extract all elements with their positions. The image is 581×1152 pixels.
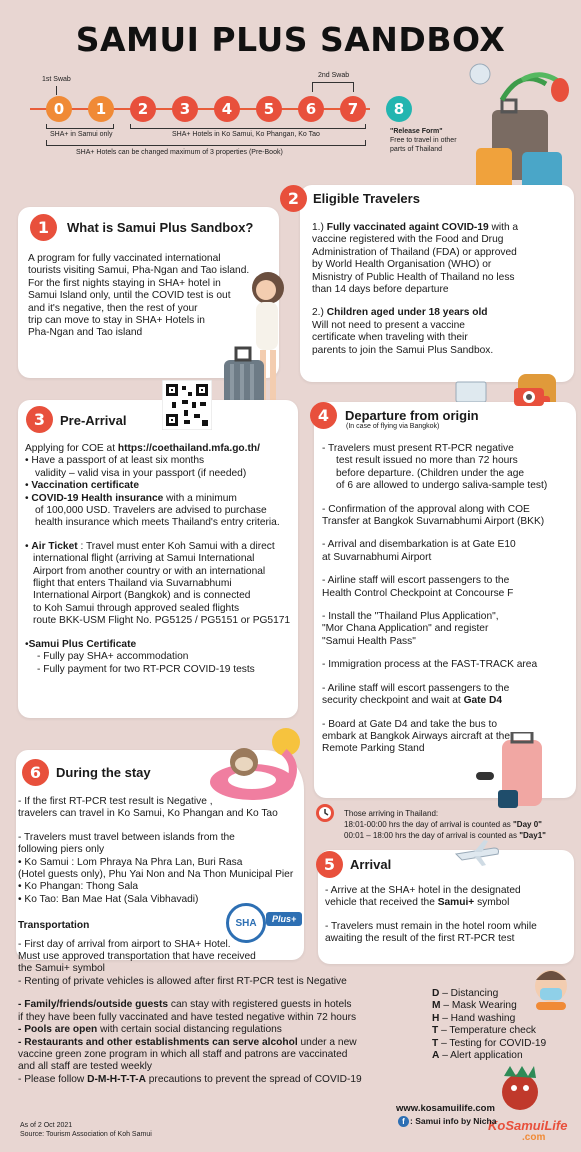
timeline-node-3: 3	[172, 96, 198, 122]
section-1-number: 1	[30, 214, 57, 241]
section-4-number: 4	[310, 402, 337, 429]
section-2-number: 2	[280, 185, 307, 212]
section-5-heading: Arrival	[350, 857, 392, 872]
samui-only-bracket	[46, 124, 114, 129]
section-2-heading: Eligible Travelers	[313, 191, 420, 206]
footer-date: As of 2 Oct 2021	[20, 1122, 73, 1129]
luggage-illustration	[462, 60, 578, 200]
change-note: SHA+ Hotels can be changed maximum of 3 properties (Pre-Book)	[76, 149, 283, 156]
section-2-body: 1.) Fully vaccinated againt COVID-19 with a vaccine registered with the Food and Drug Administration of Thailand (FDA) or approved by World Health Organisation (WHO) or Misnistry of Public Health of Thailand no less than 14 days before departure 2.) Children aged under 18 years old Will not need to present a vaccine certificate when traveling with their parents to join the Samui Plus Sandbox.	[312, 222, 519, 356]
section-4-body: - Travelers must present RT-PCR negative test result issued no more than 72 hours before departure. (Children under the age of 6 are allowed to undergo saliva-sample test) - Confirmation of the approval along with COE Transfer at Bangkok Suvarnabhumi Airport (BKK) - Arrival and disembarkation is at Gate E10 at Suvarnabhumi Airport - Airline staff will escort passengers to the Health Control Checkpoint at Concourse F - Install the "Thailand Plus Application", "Mor Chana Application" and register "Samui Health Pass" - Immigration process at the FAST-TRACK area - Ariline staff will escort passengers to the security checkpoint and wait at Gate D4 - Board at Gate D4 and take the bus to embark at Bangkok Airways aircraft at the Remote Parking Stand	[322, 443, 548, 755]
camera-icon	[512, 382, 546, 408]
first-swab-label: 1st Swab	[42, 76, 71, 83]
section-1-body: A program for fully vaccinated international tourists visiting Samui, Pha-Ngan and Tao island. For the first nights staying in SHA+ hotel in Samui Island only, until the COVID test is out and it's negative, then the rest of your trip can move to stay in SHA+ Hotels in Pha-Ngan and Tao island	[28, 253, 250, 339]
facebook-link[interactable]: : Samui info by Nicha	[410, 1116, 497, 1126]
website-link[interactable]: www.kosamuilife.com	[396, 1103, 495, 1114]
section-5-body: - Arrive at the SHA+ hotel in the designated vehicle that received the Samui+ symbol - Travelers must remain in the hotel room while awaiting the result of the first RT-PCR test	[325, 885, 537, 945]
arrival-note: Those arriving in Thailand: 18:01-00:00 hrs the day of arrival is counted as "Day 0" 00:01 – 18:00 hrs the day of arrival is counted as "Day1"	[344, 809, 546, 840]
timeline-node-2: 2	[130, 96, 156, 122]
section-3-body: Applying for COE at https://coethailand.mfa.go.th/ • Have a passport of at least six months validity – valid visa in your passport (if needed) • Vaccination certificate • COVID-19 Health insurance with a minimum of 100,000 USD. Travelers are advised to purchase health insurance which meets Thailand's entry criteria. • Air Ticket : Travel must enter Koh Samui with a direct international flight (arriving at Samui International Airport from another country or with an international flight that enters Thailand via Suvarnabhumi International Airport (Bangkok) and is connected to Koh Samui through approved sealed flights route BKK-USM Flight No. PG5125 / PG5151 or PG5171 •Samui Plus Certificate - Fully pay SHA+ accommodation - Fully payment for two RT-PCR COVID-19 tests	[25, 443, 291, 675]
timeline-node-0: 0	[46, 96, 72, 122]
timeline-node-8: 8	[386, 96, 412, 122]
dmhtta-list: D – Distancing M – Mask Wearing H – Hand washing T – Temperature check T – Testing for COVID-19 A – Alert application	[432, 988, 547, 1062]
suitcase-illustration	[472, 732, 552, 812]
brand-logo: KoSamuiLife	[488, 1118, 568, 1133]
islands-bracket	[130, 124, 366, 129]
section-4-subheading: (In case of flying via Bangkok)	[346, 423, 440, 430]
sha-badge: SHA	[226, 903, 266, 943]
section-6-number: 6	[22, 759, 49, 786]
timeline-node-7: 7	[340, 96, 366, 122]
second-swab-label: 2nd Swab	[318, 72, 350, 79]
masked-person-icon	[528, 966, 574, 1010]
qr-code-icon	[162, 380, 212, 430]
second-swab-bracket	[312, 82, 354, 92]
timeline-node-1: 1	[88, 96, 114, 122]
sha-samui-label: SHA+ in Samui only	[50, 131, 113, 138]
release-form-line2: Free to travel in other	[390, 137, 457, 144]
airplane-icon	[454, 838, 502, 868]
sloth-float-illustration	[200, 722, 304, 804]
section-4-heading: Departure from origin	[345, 408, 479, 423]
change-bracket	[46, 140, 366, 146]
section-5-number: 5	[316, 851, 343, 878]
section-3-heading: Pre-Arrival	[60, 413, 127, 428]
sha-plus-label: Plus+	[266, 912, 302, 926]
footer-source: Source: Tourism Association of Koh Samui	[20, 1131, 152, 1138]
release-form-line3: parts of Thailand	[390, 146, 443, 153]
page-title: SAMUI PLUS SANDBOX	[75, 20, 506, 59]
section-1-heading: What is Samui Plus Sandbox?	[67, 220, 254, 235]
section-3-number: 3	[26, 406, 53, 433]
brand-logo-domain: .com	[522, 1132, 546, 1143]
section-6-body: - If the first RT-PCR test result is Negative , travelers can travel in Ko Samui, Ko Phangan and Ko Tao - Travelers must travel between islands from the following piers only • Ko Samui : Lom Phraya Na Phra Lan, Buri Rasa (Hotel guests only), Phu Yai Non and Na Thon Municipal Pier • Ko Phangan: Thong Sala • Ko Tao: Ban Mae Hat (Sala Vibhavadi) Transportation - First day of arrival from airport to SHA+ Hotel. Must use approved transportation that have received the Samui+ symbol - Renting of private vehicles is allowed after first RT-PCR test is Negative - Family/friends/outside guests can stay with registered guests in hotels if they have been fully vaccinated and have tested negative within 72 hours - Pools are open with certain social distancing regulations - Restaurants and other establishments can serve alcohol under a new vaccine green zone program in which all staff and patrons are vaccinated and all staff are tested weekly - Please follow D-M-H-T-T-A precautions to prevent the spread of COVID-19	[18, 796, 362, 1085]
timeline-node-4: 4	[214, 96, 240, 122]
facebook-icon: f	[398, 1116, 409, 1127]
first-swab-tick	[56, 86, 57, 95]
timeline-node-6: 6	[298, 96, 324, 122]
release-form-label: "Release Form"	[390, 128, 443, 135]
section-6-heading: During the stay	[56, 765, 151, 780]
sha-islands-label: SHA+ Hotels in Ko Samui, Ko Phangan, Ko Tao	[172, 131, 320, 138]
mascot-illustration	[490, 1066, 550, 1120]
timeline-node-5: 5	[256, 96, 282, 122]
